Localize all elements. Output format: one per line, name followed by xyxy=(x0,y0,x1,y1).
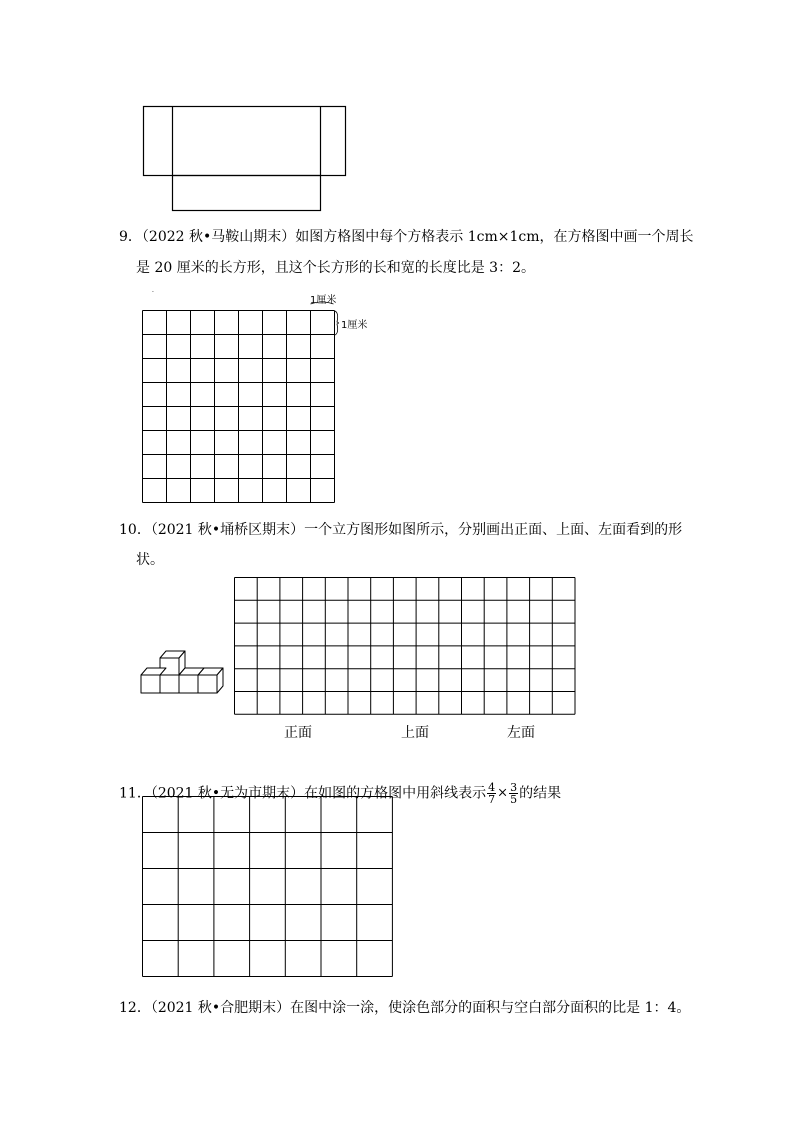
question-source: （2022 秋•马鞍山期末） xyxy=(141,229,296,245)
question-source: （2021 秋•合肥期末） xyxy=(150,1000,291,1016)
grid-q9[interactable] xyxy=(142,310,336,503)
cube-figure xyxy=(130,640,230,700)
question-number: 12． xyxy=(119,1000,151,1016)
question-text: 一个立方图形如图所示，分别画出正面、上面、左面看到的形 xyxy=(304,522,683,538)
question-12-line-1 xyxy=(119,998,690,1018)
label-front-view: 正面 xyxy=(284,725,312,741)
question-10-line-2: 状。 xyxy=(136,552,164,568)
label-left-view: 左面 xyxy=(507,725,535,741)
question-source: （2021 秋•埇桥区期末） xyxy=(150,522,305,538)
unit-label-side: 1厘米 xyxy=(341,320,368,331)
question-text: 在如图的方格图中用斜线表示 xyxy=(304,785,487,802)
question-number: 9． xyxy=(119,229,142,245)
unit-label-top: 1厘米 xyxy=(310,295,337,306)
times-sign: × xyxy=(497,785,509,801)
unit-brackets xyxy=(0,0,794,400)
question-text: 如图方格图中每个方格表示 1cm×1cm，在方格图中画一个周长 xyxy=(295,229,694,245)
grid-q10[interactable] xyxy=(234,577,576,715)
question-10-line-1 xyxy=(119,520,682,540)
question-number: 10． xyxy=(119,522,151,538)
question-number: 11． xyxy=(119,785,151,802)
question-text-end: 的结果 xyxy=(519,785,562,802)
question-9-line-2: 是 20 厘米的长方形，且这个长方形的长和宽的长度比是 3：2。 xyxy=(136,260,535,276)
fraction-4-7: $\frac{4}{7}$ xyxy=(488,781,496,806)
label-top-view: 上面 xyxy=(401,725,429,741)
grid-q11[interactable] xyxy=(142,796,394,978)
fraction-3-5: $\frac{3}{5}$ xyxy=(510,781,518,806)
question-text: 在图中涂一涂，使涂色部分的面积与空白部分面积的比是 1：4。 xyxy=(290,1000,691,1016)
dot-mark: · xyxy=(152,289,154,296)
question-source: （2021 秋•无为市期末） xyxy=(150,785,305,802)
